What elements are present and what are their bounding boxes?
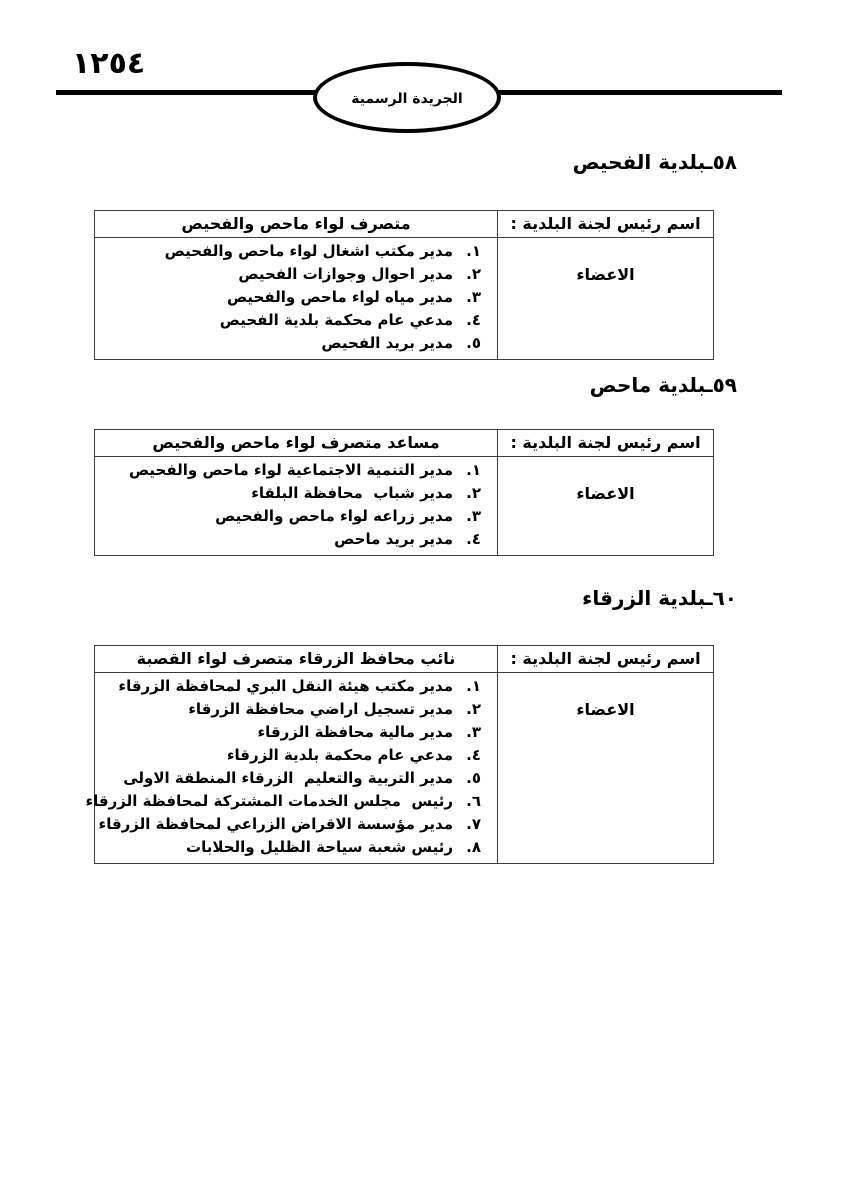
table-body-row: [95, 673, 714, 864]
member-row: [101, 263, 481, 286]
table-header-row: [95, 211, 714, 238]
chairman-value-cell: متصرف لواء ماحص والفحيص: [95, 211, 498, 238]
members-list: [101, 240, 481, 355]
member-number: ٣.: [466, 507, 481, 525]
member-number: ٣.: [466, 723, 481, 741]
member-row: [101, 240, 481, 263]
member-number: ٤.: [466, 746, 481, 764]
committee-table-wrapper: [85, 645, 714, 864]
table-header-row: [95, 430, 714, 457]
members-label-cell: الاعضاء: [498, 673, 714, 864]
committee-table: [85, 645, 714, 864]
member-text: مدير احوال وجوازات الفحيص: [238, 265, 453, 283]
member-number: ٢.: [466, 484, 481, 502]
chairman-value-cell: مساعد متصرف لواء ماحص والفحيص: [95, 430, 498, 457]
member-number: ٤.: [466, 311, 481, 329]
member-number: ٧.: [466, 815, 481, 833]
section-title: ٥٨ـبلدية الفحيص: [572, 150, 737, 174]
member-text: مدير مكتب هيئة النقل البري لمحافظة الزرقاء: [118, 677, 453, 695]
members-cell: [95, 457, 498, 556]
members-label-cell: الاعضاء: [498, 238, 714, 360]
member-number: ٦.: [466, 792, 481, 810]
member-number: ٥.: [466, 334, 481, 352]
member-text: مدعي عام محكمة بلدية الفحيص: [219, 311, 453, 329]
member-number: ٣.: [466, 288, 481, 306]
member-text: مدير تسجيل اراضي محافظة الزرقاء: [188, 700, 453, 718]
member-row: [101, 459, 481, 482]
member-number: ١.: [466, 461, 481, 479]
member-number: ١.: [466, 242, 481, 260]
member-number: ٨.: [466, 838, 481, 856]
committee-table: [94, 210, 714, 360]
member-row: [101, 286, 481, 309]
member-text: مدير بريد الفحيص: [321, 334, 453, 352]
table-body-row: [95, 457, 714, 556]
member-row: [101, 309, 481, 332]
member-row: [101, 698, 481, 721]
member-number: ١.: [466, 677, 481, 695]
section-title: ٥٩ـبلدية ماحص: [589, 373, 737, 397]
chairman-label-cell: اسم رئيس لجنة البلدية :: [498, 646, 714, 673]
member-row: [101, 482, 481, 505]
section-title: ٦٠ـبلدية الزرقاء: [582, 586, 737, 610]
member-row: [101, 744, 481, 767]
member-text: مدير التنمية الاجتماعية لواء ماحص والفحيص: [128, 461, 453, 479]
table-header-row: [95, 646, 714, 673]
member-text: رئيس شعبة سياحة الظليل والحلابات: [186, 838, 453, 856]
members-cell: [85, 673, 498, 864]
member-row: [101, 528, 481, 551]
member-text: مدير مكتب اشغال لواء ماحص والفحيص: [164, 242, 453, 260]
member-text: مدير شباب محافظة البلقاء: [251, 484, 453, 502]
committee-table-wrapper: [94, 210, 714, 360]
chairman-label-cell: اسم رئيس لجنة البلدية :: [498, 430, 714, 457]
member-number: ٢.: [466, 700, 481, 718]
chairman-label-cell: اسم رئيس لجنة البلدية :: [498, 211, 714, 238]
member-text: مدير بريد ماحص: [334, 530, 453, 548]
member-row: [101, 721, 481, 744]
member-row: [101, 767, 481, 790]
member-row: [101, 332, 481, 355]
gazette-title: الجريدة الرسمية: [351, 90, 463, 107]
member-row: [101, 836, 481, 859]
member-number: ٢.: [466, 265, 481, 283]
members-list: [101, 459, 481, 551]
member-text: مدير مؤسسة الاقراض الزراعي لمحافظة الزرقاء: [98, 815, 453, 833]
member-text: مدير التربية والتعليم الزرقاء المنطقة الاولى: [123, 769, 453, 787]
member-text: رئيس مجلس الخدمات المشتركة لمحافظة الزرقاء: [85, 792, 453, 810]
member-text: مدعي عام محكمة بلدية الزرقاء: [226, 746, 453, 764]
members-cell: [95, 238, 498, 360]
member-row: [98, 813, 481, 836]
gazette-seal-ellipse: [313, 62, 501, 133]
page-number: ١٢٥٤: [72, 46, 146, 81]
table-body-row: [95, 238, 714, 360]
member-number: ٥.: [466, 769, 481, 787]
member-row: [101, 675, 481, 698]
committee-table-wrapper: [94, 429, 714, 556]
chairman-value-cell: نائب محافظ الزرقاء متصرف لواء القصبة: [95, 646, 498, 673]
member-text: مدير زراعه لواء ماحص والفحيص: [215, 507, 453, 525]
committee-table: [94, 429, 714, 556]
members-label-cell: الاعضاء: [498, 457, 714, 556]
member-text: مدير مالية محافظة الزرقاء: [257, 723, 453, 741]
member-row: [85, 790, 481, 813]
member-text: مدير مياه لواء ماحص والفحيص: [226, 288, 453, 306]
member-number: ٤.: [466, 530, 481, 548]
member-row: [101, 505, 481, 528]
members-list: [85, 675, 481, 859]
